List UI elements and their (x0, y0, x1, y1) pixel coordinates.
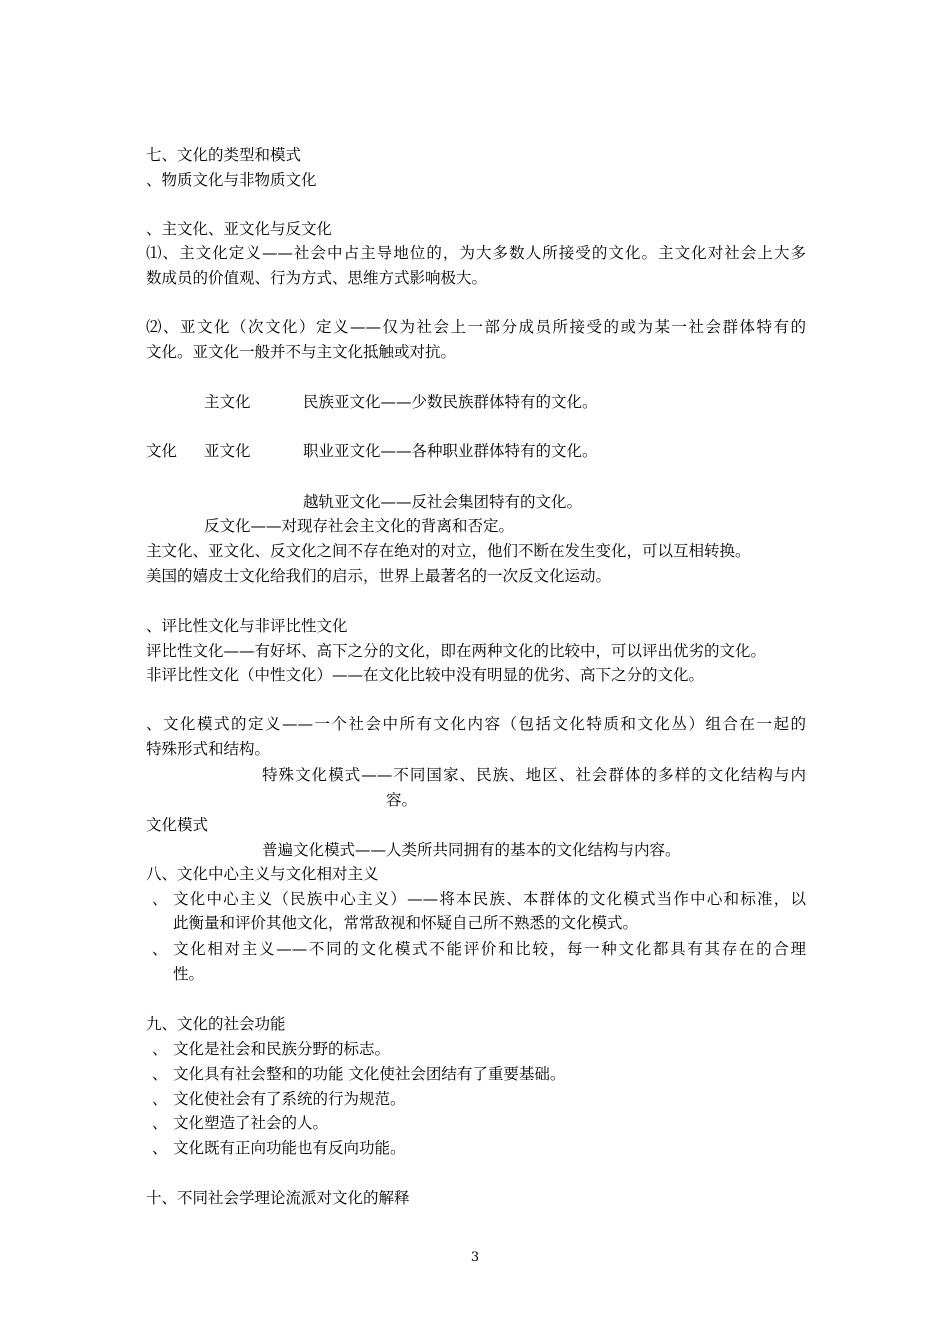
list-bullet: 、 (152, 1114, 168, 1132)
diagram-special-pattern-line2: 容。 (386, 791, 418, 809)
cultural-relativism-definition-line1: 文化相对主义——不同的文化模式不能评价和比较，每一种文化都具有其存在的合理 (173, 940, 806, 958)
hippie-culture-text: 美国的嬉皮士文化给我们的启示，世界上最著名的一次反文化运动。 (146, 567, 612, 585)
non-evaluative-culture-definition: 非评比性文化（中性文化）——在文化比较中没有明显的优劣、高下之分的文化。 (146, 666, 705, 684)
diagram-occupational-subculture: 职业亚文化——各种职业群体特有的文化。 (303, 442, 598, 460)
subheading-evaluative-culture: 、评比性文化与非评比性文化 (146, 617, 348, 635)
diagram-universal-pattern: 普遍文化模式——人类所共同拥有的基本的文化结构与内容。 (262, 841, 681, 859)
sub-culture-definition-line2: 文化。亚文化一般并不与主文化抵触或对抗。 (146, 343, 457, 361)
list-bullet: 、 (152, 1065, 168, 1083)
diagram-culture-pattern-root: 文化模式 (146, 816, 209, 834)
function-item: 文化是社会和民族分野的标志。 (173, 1040, 391, 1058)
culture-pattern-definition-line1: 、文化模式的定义——一个社会中所有文化内容（包括文化特质和文化丛）组合在一起的 (146, 715, 806, 733)
page-number: 3 (470, 1250, 480, 1265)
ethnocentrism-definition-line2: 此衡量和评价其他文化，常常敌视和怀疑自己所不熟悉的文化模式。 (173, 914, 639, 932)
ethnocentrism-definition-line1: 文化中心主义（民族中心主义）——将本民族、本群体的文化模式当作中心和标准，以 (173, 890, 806, 908)
diagram-special-pattern-line1: 特殊文化模式——不同国家、民族、地区、社会群体的多样的文化结构与内 (262, 766, 806, 784)
subheading-main-sub-counter: 、主文化、亚文化与反文化 (146, 220, 333, 238)
diagram-deviant-subculture: 越轨亚文化——反社会集团特有的文化。 (303, 493, 583, 511)
function-item: 文化既有正向功能也有反向功能。 (173, 1139, 406, 1157)
subheading-material-culture: 、物质文化与非物质文化 (146, 171, 317, 189)
diagram-main-culture: 主文化 (204, 393, 251, 411)
section-8-heading: 八、文化中心主义与文化相对主义 (146, 865, 379, 883)
section-7-heading: 七、文化的类型和模式 (146, 146, 302, 164)
diagram-ethnic-subculture: 民族亚文化——少数民族群体特有的文化。 (303, 393, 598, 411)
list-bullet: 、 (152, 1040, 168, 1058)
culture-pattern-definition-line2: 特殊形式和结构。 (146, 740, 271, 758)
evaluative-culture-definition: 评比性文化——有好坏、高下之分的文化，即在两种文化的比较中，可以评出优劣的文化。 (146, 642, 767, 660)
culture-relation-text: 主文化、亚文化、反文化之间不存在绝对的对立，他们不断在发生变化，可以互相转换。 (146, 542, 751, 560)
function-item: 文化使社会有了系统的行为规范。 (173, 1090, 406, 1108)
list-bullet: 、 (152, 1139, 168, 1157)
diagram-culture-root: 文化 (146, 442, 178, 460)
diagram-sub-culture: 亚文化 (204, 442, 251, 460)
diagram-counter-culture: 反文化——对现存社会主文化的背离和否定。 (204, 517, 515, 535)
sub-culture-definition-line1: ⑵、亚文化（次文化）定义——仅为社会上一部分成员所接受的或为某一社会群体特有的 (146, 318, 806, 336)
section-9-heading: 九、文化的社会功能 (146, 1015, 286, 1033)
section-10-heading: 十、不同社会学理论流派对文化的解释 (146, 1189, 410, 1207)
function-item: 文化具有社会整和的功能 文化使社会团结有了重要基础。 (173, 1065, 566, 1083)
cultural-relativism-definition-line2: 性。 (173, 965, 205, 983)
list-bullet: 、 (152, 1090, 168, 1108)
list-bullet: 、 (152, 940, 168, 958)
main-culture-definition-line2: 数成员的价值观、行为方式、思维方式影响极大。 (146, 269, 488, 287)
list-bullet: 、 (152, 890, 168, 908)
function-item: 文化塑造了社会的人。 (173, 1114, 329, 1132)
main-culture-definition-line1: ⑴、主文化定义——社会中占主导地位的，为大多数人所接受的文化。主文化对社会上大多 (146, 244, 806, 262)
